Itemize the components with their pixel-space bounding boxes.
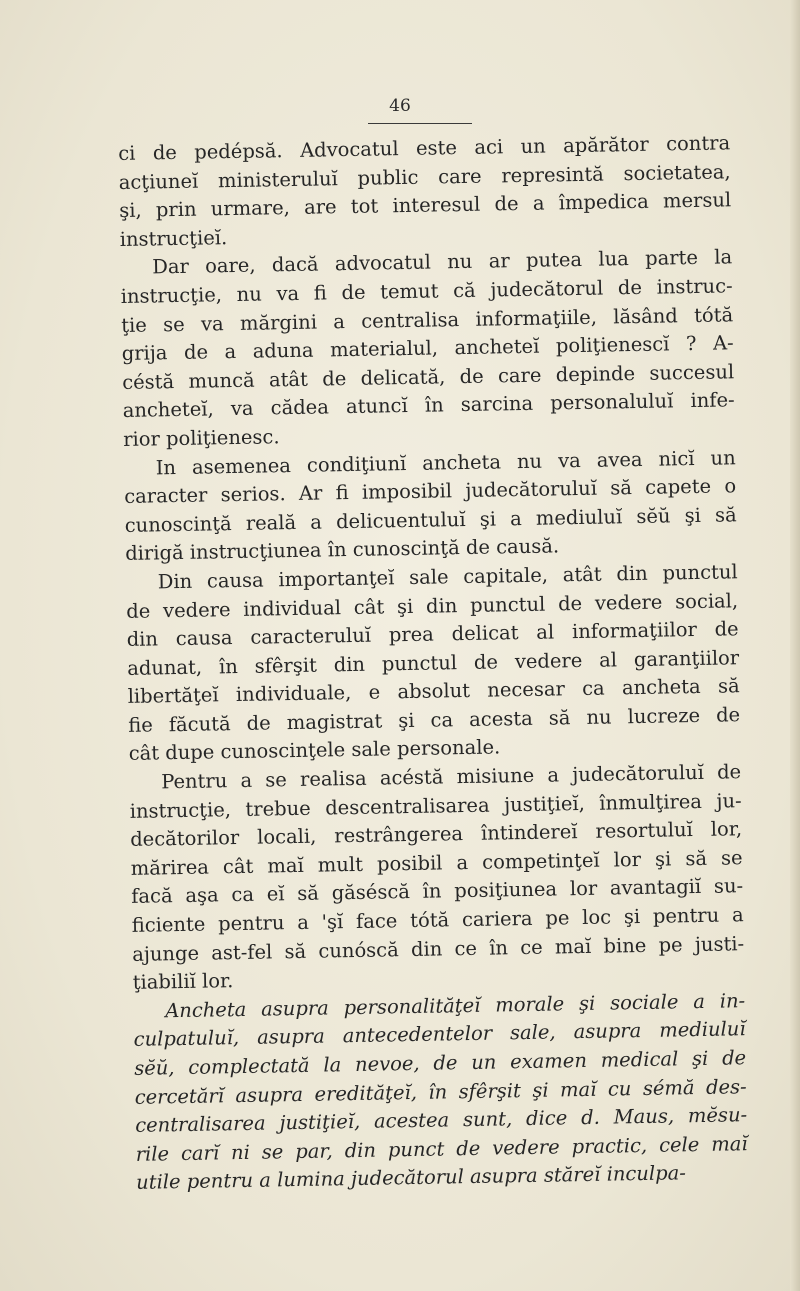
text-line: sĕŭ, complectată la nevoe, de un examen medical şi de: [134, 1046, 747, 1080]
text-line: grija de a aduna materialul, ancheteĭ poliţienescĭ ? A-: [121, 331, 734, 366]
text-line: ci de pedépsă. Advocatul este aci un apărător contra: [118, 131, 731, 165]
text-line: Ancheta asupra personalităţeĭ morale şi sociale a in-: [165, 989, 746, 1023]
text-line: cât dupe cunoscinţele sale personale.: [128, 735, 501, 766]
text-line: ajunge ast-fel să cunóscă din ce în ce maĭ bine pe justi-: [132, 931, 745, 966]
text-line: Din causa importanţeĭ sale capitale, atât din punctul: [157, 560, 738, 594]
text-line: din causa caracteruluĭ prea delicat al informaţiilor de: [126, 617, 739, 652]
text-line: culpatuluĭ, asupra antecedentelor sale, asupra mediuluĭ: [133, 1017, 746, 1052]
text-line: dirigă instrucţiunea în cunoscinţă de causă.: [125, 534, 560, 566]
text-line: cercetărĭ asupra eredităţeĭ, în sfêrşit şi maĭ cu sémă des-: [134, 1074, 747, 1109]
text-line: fie făcută de magistrat şi ca acesta să nu lucreze de: [128, 703, 741, 737]
page-number: 46: [389, 96, 411, 116]
text-line: instrucţieĭ.: [119, 225, 228, 251]
text-line: rior poliţienesc.: [123, 425, 280, 451]
text-line: ficiente pentru a 'şĭ face tótă cariera pe loc şi pentru a: [131, 903, 744, 937]
text-line: ţie se va mărgini a centralisa informaţiile, lăsând tótă: [121, 302, 734, 337]
text-line: Dar oare, dacă advocatul nu ar putea lua parte la: [152, 245, 733, 279]
text-line: ţiabiliĭ lor.: [132, 969, 234, 995]
paragraph: [125, 558, 740, 769]
text-line: şi, prin urmare, are tot interesul de a împedica mersul: [119, 188, 732, 223]
text-line: libertăţeĭ individuale, e absolut necesar ca ancheta să: [127, 674, 740, 709]
paragraph: [129, 758, 745, 997]
text-line: decătorilor locali, restrângerea întindereĭ resortuluĭ lor,: [130, 817, 743, 852]
text-line: instrucţie, nu va fi de temut că judecătorul de instruc-: [120, 274, 733, 308]
text-line: In asemenea condiţiunĭ ancheta nu va avea nicĭ un: [155, 445, 736, 479]
text-line: mărirea cât maĭ mult posibil a competinţeĭ lor şi să se: [130, 846, 743, 880]
body-text: [118, 129, 748, 1197]
text-line: facă aşa ca eĭ să găséscă în posiţiunea lor avantagiĭ su-: [131, 874, 744, 909]
text-line: instrucţie, trebue descentralisarea justiţieĭ, înmulţirea ju-: [129, 788, 742, 823]
text-line: acţiuneĭ ministeruluĭ public care represintă societatea,: [118, 159, 731, 194]
text-line: caracter serios. Ar fi imposibil judecătoruluĭ să capete o: [124, 474, 737, 509]
text-line: utile pentru a lumina judecătorul asupra stăreĭ inculpa-: [135, 1161, 687, 1195]
text-line: centralisarea justiţieĭ, acestea sunt, dice d. Maus, mĕsu-: [135, 1103, 748, 1138]
text-line: ancheteĭ, va cădea atuncĭ în sarcina personaluluĭ infe-: [122, 388, 735, 423]
page-edge: [790, 0, 800, 1291]
paragraph: [123, 444, 737, 569]
paragraph: [133, 987, 748, 1198]
text-line: de vedere individual cât şi din punctul de vedere social,: [126, 588, 739, 623]
paragraph: [118, 129, 732, 254]
header-rule: [368, 123, 472, 124]
text-line: Pentru a se realisa acéstă misiune a judecătoruluĭ de: [161, 760, 742, 794]
text-line: adunat, în sfêrşit din punctul de vedere al garanţiilor: [127, 645, 740, 680]
paragraph: [120, 244, 735, 455]
text-line: rile carĭ ni se par, din punct de vedere practic, cele maĭ: [135, 1131, 748, 1166]
text-line: céstă muncă atât de delicată, de care depinde succesul: [122, 360, 735, 394]
text-line: cunoscinţă reală a delicuentuluĭ şi a mediuluĭ sĕŭ şi să: [124, 502, 737, 537]
